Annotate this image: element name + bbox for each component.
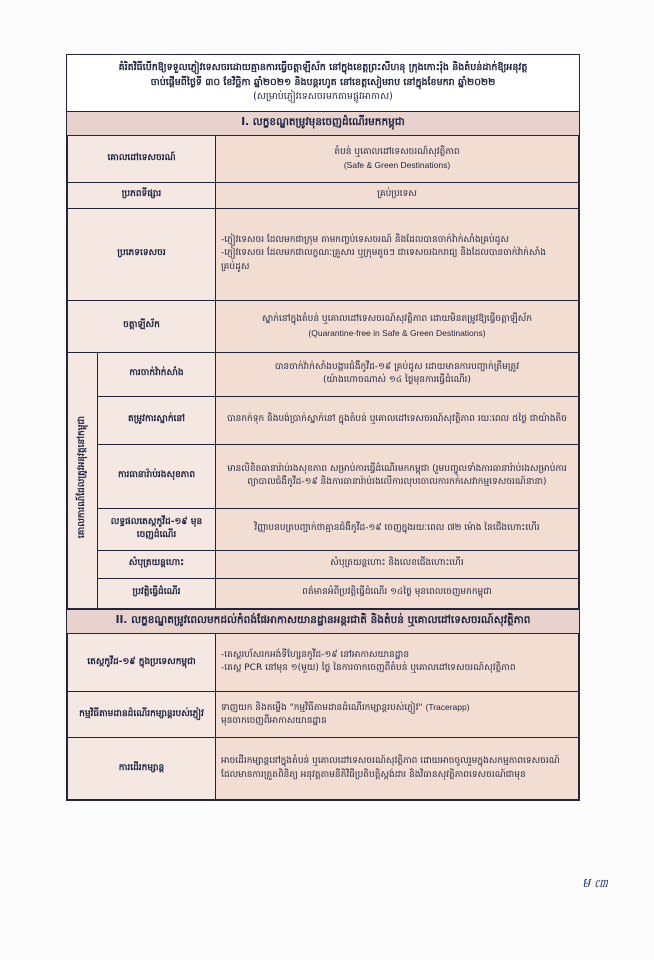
row-covid-test — [68, 634, 579, 692]
handwritten-initials: ម ㎝ — [582, 876, 608, 891]
travel-label: ការដើរកម្សាន្ត — [68, 738, 216, 800]
quarantine-label: ចត្តាឡីស័ក — [68, 300, 216, 352]
covid-test-value-2: -តេស្ត PCR នៅមុន ១(មួយ) ថ្ងៃ នៃការចាកចេញពីតំបន់ ឬគោលដៅទេសចរណ៍សុវត្ថិភាព — [221, 663, 516, 674]
row-tracing-app — [68, 692, 579, 738]
row-ticket — [68, 550, 579, 578]
stay-label: តម្រូវការស្នាក់នៅ — [98, 396, 216, 444]
row-nationality — [68, 182, 579, 208]
row-quarantine — [68, 300, 579, 352]
row-travel — [68, 738, 579, 800]
section-2-table — [67, 634, 579, 801]
test-value: វិញ្ញាបនបត្របញ្ជាក់ថាគ្មានជំងឺកូវីដ-១៩ ចេញក្នុងរយៈពេល ៧២ ម៉ោង នៃជើងហោះហើរ — [216, 508, 579, 550]
quarantine-value-km: ស្នាក់នៅក្នុងតំបន់ ឬគោលដៅទេសចរណ៍សុវត្ថិភាព ដោយមិនតម្រូវឱ្យធ្វើចត្តាឡីស័ក — [261, 314, 533, 325]
test-label: លទ្ធផលតេស្តកូវីដ-១៩ មុនចេញដំណើរ — [98, 508, 216, 550]
row-itinerary — [68, 578, 579, 608]
insurance-label: ការធានារ៉ាប់រងសុខភាព — [98, 444, 216, 508]
insurance-value: មានលិខិតធានារ៉ាប់រងសុខភាព សម្រាប់ការធ្វើដំណើរមកកម្ពុជា (រួមបញ្ចូលទាំងការធានារ៉ាប់រងសម្រាប់ការព្យាបាលជំងឺកូវីដ-១៩ និងការធានារ៉ាប់រងលើការលុបចោលការកក់សេវាកម្មទេសចរណ៍នានា) — [216, 444, 579, 508]
header-line-2: ចាប់ផ្តើមពីថ្ងៃទី ៣០ ខែវិច្ឆិកា ឆ្នាំ២០២១ និងបន្តរហូត នៅខេត្តសៀមរាប នៅក្នុងខែមករា ឆ្នាំ២០២២ — [150, 76, 496, 88]
vaccination-value — [216, 352, 579, 396]
tourist-type-value-1: -ភ្ញៀវទេសចរ ដែលមកជាក្រុម តាមកញ្ចប់ទេសចរណ៍ និងដែលបានចាក់វ៉ាក់សាំងគ្រប់ដូស — [221, 234, 509, 245]
itinerary-value: ពត៌មានអំពីប្រវត្តិធ្វើដំណើរ ១៤ថ្ងៃ មុនពេលចេញមកកម្ពុជា — [216, 578, 579, 608]
row-vaccination — [68, 352, 579, 396]
nationality-label: ប្រភពទីផ្សារ — [68, 182, 216, 208]
tracing-app-value-km: ទាញយក និងតម្លើង "កម្មវិធីតាមដានដំណើរកម្សាន្តរបស់ភ្ញៀវ" — [221, 702, 423, 713]
covid-test-value-1: -តេស្តរហ័សរកអង់ទីហ្សែនកូវីដ-១៩ នៅអាកាសយានដ្ឋាន — [221, 649, 410, 660]
quarantine-value-en: (Quarantine-free in Safe & Green Destinations) — [308, 327, 486, 338]
tourist-type-label: ប្រភេទទេសចរ — [68, 208, 216, 300]
ticket-value: សំបុត្រយន្តហោះ និងលេខជើងហោះហើរ — [216, 550, 579, 578]
row-destination — [68, 136, 579, 182]
ticket-label: សំបុត្រយន្តហោះ — [98, 550, 216, 578]
header-line-1: គំរិតវិធីបើកឱ្យទទួលភ្ញៀវទេសចរដោយគ្មានការធ្វើចត្តាឡីស័ក នៅក្នុងខេត្តព្រះសីហនុ ក្រុងកោះរ៉ុង និងតំបន់ដាក់ឱ្យអនុវត្ត — [118, 62, 528, 73]
tracing-app-value-en: (Tracerapp) — [425, 701, 470, 712]
tourist-type-value — [216, 208, 579, 300]
destination-label: គោលដៅទេសចរណ៍ — [68, 136, 216, 182]
covid-test-value — [216, 634, 579, 692]
tracing-app-value-km2: មុនចាកចេញពីអាកាសយានដ្ឋាន — [221, 716, 327, 727]
tracing-app-value — [216, 692, 579, 738]
quarantine-value — [216, 300, 579, 352]
vaccination-value-2: (យ៉ាងហោចណាស់ ១៤ ថ្ងៃមុនការធ្វើដំណើរ) — [323, 375, 471, 386]
destination-value-en: (Safe & Green Destinations) — [343, 160, 451, 171]
vaccination-label: ការចាក់វ៉ាក់សាំង — [98, 352, 216, 396]
row-test — [68, 508, 579, 550]
vaccination-value-1: បានចាក់វ៉ាក់សាំងបង្ការជំងឺកូវីដ-១៩ គ្រប់ដូស ដោយមានការបញ្ជាក់ត្រឹមត្រូវ — [274, 361, 520, 372]
tourist-type-value-2: -ភ្ញៀវទេសចរ ដែលមកជាលក្ខណៈគ្រួសារ ឬក្រុមតូចៗ ជាទេសចរឯករាជ្យ និងដែលបានចាក់វ៉ាក់សាំងគ្រប់ដូស — [221, 248, 547, 272]
row-insurance — [68, 444, 579, 508]
section-1-title: I. លក្ខខណ្ឌតម្រូវមុនចេញដំណើរមកកម្ពុជា — [67, 112, 579, 136]
row-stay — [68, 396, 579, 444]
header-line-3: (សម្រាប់ភ្ញៀវទេសចរមកតាមផ្លូវអាកាស) — [253, 91, 393, 103]
itinerary-label: ប្រវត្តិធ្វើដំណើរ — [98, 578, 216, 608]
group-label: គោលការណ៍ដែលត្រូវអនុវត្តនៅកម្ពុជា — [76, 416, 87, 539]
covid-test-label: តេស្តកូវីដ-១៩ ក្នុងប្រទេសកម្ពុជា — [68, 634, 216, 692]
section-2-title: II. លក្ខខណ្ឌតម្រូវពេលមកដល់កំពង់ផែអាកាសយានដ្ឋានអន្តរជាតិ និងតំបន់ ឬគោលដៅទេសចរណ៍សុវត្ថិភាព — [67, 609, 579, 634]
stay-value: បានកក់ទុក និងបង់ប្រាក់ស្នាក់នៅ ក្នុងតំបន់ ឬគោលដៅទេសចរណ៍សុវត្ថិភាព រយៈពេល ៥ថ្ងៃ ជាយ៉ាងតិច — [216, 396, 579, 444]
travel-value: អាចដើរកម្សាន្តនៅក្នុងតំបន់ ឬគោលដៅទេសចរណ៍សុវត្ថិភាព ដោយអាចចូលរួមក្នុងសកម្មភាពទេសចរណ៍ដែលមានការត្រួតពិនិត្យ អនុវត្តតាមនីតិវិធីប្រតិបត្តិស្តង់ដារ និងវិធានសុវត្ថិភាពទេសចរណ៍ជាមុន — [216, 738, 579, 800]
row-tourist-type — [68, 208, 579, 300]
destination-value-km: តំបន់ ឬគោលដៅទេសចរណ៍សុវត្ថិភាព — [334, 146, 460, 157]
group-label-cell — [68, 352, 98, 608]
tracing-app-label: កម្មវិធីតាមដានដំណើរកម្សាន្តរបស់ភ្ញៀវ — [68, 692, 216, 738]
nationality-value: គ្រប់ប្រទេស — [216, 182, 579, 208]
document-header — [67, 55, 579, 112]
section-1-table — [67, 136, 579, 609]
document-table — [66, 54, 580, 801]
destination-value — [216, 136, 579, 182]
